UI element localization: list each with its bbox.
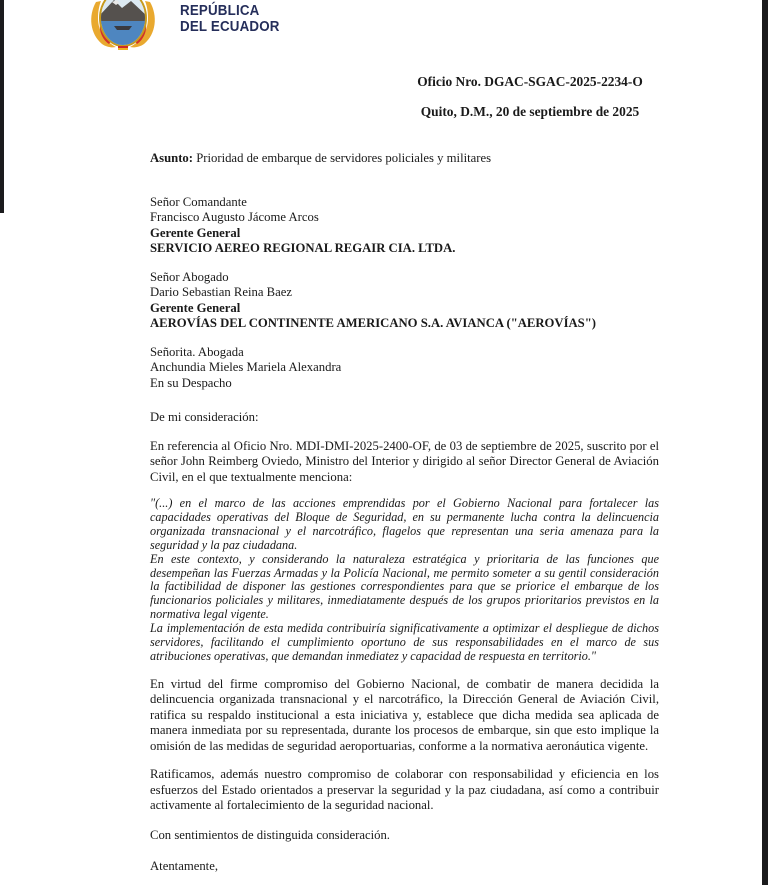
salutation: De mi consideración: [150, 410, 259, 424]
recipient-name: Dario Sebastian Reina Baez [150, 285, 292, 299]
recipient-block-anchundia [150, 345, 659, 392]
oficio-header [360, 74, 700, 120]
subject-label: Asunto: [150, 151, 194, 165]
recipient-role: Gerente General [150, 300, 241, 315]
intro-paragraph: En referencia al Oficio Nro. MDI-DMI-2025-2400-OF, de 03 de septiembre de 2025, suscrito por el señor John Reimberg Oviedo, Ministro del Interior y dirigido al señor Director General de Aviación Civil, en el que textualmente menciona: [150, 438, 659, 484]
recipient-role: En su Despacho [150, 375, 232, 390]
oficio-number: Oficio Nro. DGAC-SGAC-2025-2234-O [417, 74, 643, 89]
place-date: Quito, D.M., 20 de septiembre de 2025 [420, 104, 640, 119]
recipient-block-regair [150, 195, 659, 257]
subject-text: Prioridad de embarque de servidores policiales y militares [193, 151, 492, 165]
coat-of-arms-icon [86, 0, 160, 50]
recipient-title: Señor Comandante [150, 194, 247, 209]
brand-line2: DEL ECUADOR [180, 19, 280, 35]
body-paragraph-ratification: Ratificamos, además nuestro compromiso de colaborar con responsabilidad y eficiencia en los esfuerzos del Estado orientados a preservar la seguridad y la paz ciudadana, así como a contribuir activamente al fortalecimiento de la seguridad nacional. [150, 767, 659, 813]
recipient-title: Señor Abogado [150, 269, 229, 284]
signoff-line: Atentamente, [150, 859, 218, 874]
subject-line [150, 151, 659, 167]
ecuador-coat-of-arms [86, 0, 160, 50]
recipient-title: Señorita. Abogada [150, 344, 244, 359]
quote-paragraph: En este contexto, y considerando la naturaleza estratégica y prioritaria de las funciones que desempeñan las Fuerzas Armadas y la Policía Nacional, me permito someter a su gentil consideración la factibilidad de disponer las gestiones correspondientes para que se priorice el embarque de los funcionarios policiales y militares, inmediatamente después de los grupos prioritarios previstos en la normativa legal vigente. [150, 551, 659, 622]
quote-paragraph: "(...) en el marco de las acciones emprendidas por el Gobierno Nacional para fortalecer las capacidades operativas del Bloque de Seguridad, en su permanente lucha contra la delincuencia organizada transnacional y el narcotráfico, flagelos que representan una seria amenaza para la seguridad y la paz ciudadana. [150, 496, 659, 552]
body-paragraph-commitment: En virtud del firme compromiso del Gobierno Nacional, de combatir de manera decidida la delincuencia organizada transnacional y el narcotráfico, la Dirección General de Aviación Civil, ratifica su respaldo institucional a esta iniciativa y, establece que dicha medida sea aplicada de manera inmediata por su representada, durante los procesos de embarque, sin que esto implique la omisión de las medidas de seguridad aeroportuarias, conforme a la normativa aeronáutica vigente. [150, 676, 659, 753]
photo-edge-left [0, 0, 4, 213]
brand-line1: REPÚBLICA [180, 3, 260, 19]
recipient-block-avianca [150, 270, 659, 332]
brand-republic-ecuador [180, 3, 280, 35]
recipient-company: AEROVÍAS DEL CONTINENTE AMERICANO S.A. AVIANCA ("AEROVÍAS") [150, 316, 597, 330]
quoted-ministry-text [150, 497, 659, 664]
recipient-name: Anchundia Mieles Mariela Alexandra [150, 360, 342, 374]
photo-edge-right [762, 0, 768, 885]
recipient-company: SERVICIO AEREO REGIONAL REGAIR CIA. LTDA. [150, 241, 456, 255]
closing-line: Con sentimientos de distinguida consideración. [150, 827, 390, 842]
recipient-name: Francisco Augusto Jácome Arcos [150, 210, 319, 224]
quote-paragraph: La implementación de esta medida contribuiría significativamente a optimizar el despliegue de dichos servidores, facilitando el cumplimiento oportuno de sus responsabilidades en el marco de sus atribuciones operativas, que demandan inmediatez y capacidad de respuesta en territorio." [150, 621, 659, 663]
letter-body [150, 151, 659, 875]
recipient-role: Gerente General [150, 225, 241, 240]
